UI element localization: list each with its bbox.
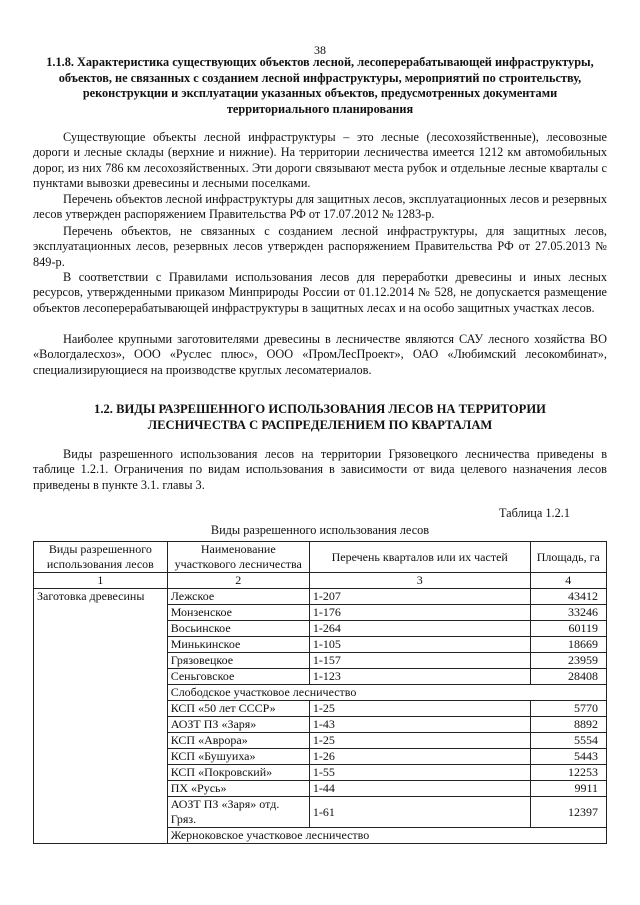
subheader-cell: Жерноковское участковое лесничество: [167, 828, 606, 844]
column-number: 2: [167, 573, 309, 589]
table-caption: Виды разрешенного использования лесов: [210, 523, 430, 537]
paragraph-text: Перечень объектов, не связанных с созданием лесной инфраструктуры, для защитных лесов, эксплуатационных лесов, резервных лесов утвержден распоряжением Правительства РФ от 27.05.2013 № 849-р.: [33, 224, 607, 269]
section-1-1-8-heading: 1.1.8. Характеристика существующих объектов лесной, лесоперерабатывающей инфраструктуры, объектов, не связанных с созданием лесной инфраструктуры, мероприятий по строительству, реконструкции и эксплуатации указанных объектов, предусмотренных документами территориального планирования: [46, 55, 594, 116]
forestry-name-cell: Лежское: [167, 589, 309, 605]
table-header-row: [34, 542, 607, 573]
quarters-cell: 1-25: [309, 733, 530, 749]
paragraph: [33, 270, 607, 316]
subheader-cell: Слободское участковое лесничество: [167, 685, 606, 701]
paragraph: [33, 332, 607, 378]
forestry-name-cell: Минькинское: [167, 637, 309, 653]
forestry-name-cell: Грязовецкое: [167, 653, 309, 669]
area-cell: 28408: [530, 669, 606, 685]
paragraph: [33, 130, 607, 192]
forestry-name-cell: АОЗТ ПЗ «Заря»: [167, 717, 309, 733]
paragraph-text: Виды разрешенного использования лесов на территории Грязовецкого лесничества приведены в таблице 1.2.1. Ограничения по видам использования в зависимости от вида целевого назначения лесов приведены в пункте 3.1. главы 3.: [33, 447, 607, 492]
quarters-cell: 1-61: [309, 797, 530, 828]
forestry-name-cell: КСП «Аврора»: [167, 733, 309, 749]
paragraph-text: Наиболее крупными заготовителями древесины в лесничестве являются САУ лесного хозяйства ВО «Вологдалесхоз», ООО «Руслес плюс», ООО «ПромЛесПроект», ОАО «Любимский лесокомбинат», специализирующиеся на производстве круглых лесоматериалов.: [33, 332, 607, 377]
quarters-cell: 1-43: [309, 717, 530, 733]
paragraph: [33, 447, 607, 493]
header-quarters: Перечень кварталов или их частей: [309, 542, 530, 573]
page-number: 38: [314, 43, 326, 57]
paragraph: [33, 192, 607, 223]
quarters-cell: 1-123: [309, 669, 530, 685]
column-number: 4: [530, 573, 606, 589]
section-1-2-heading: 1.2. ВИДЫ РАЗРЕШЕННОГО ИСПОЛЬЗОВАНИЯ ЛЕСОВ НА ТЕРРИТОРИИ ЛЕСНИЧЕСТВА С РАСПРЕДЕЛЕНИЕМ ПО КВАРТАЛАМ: [94, 402, 546, 432]
paragraph-text: В соответствии с Правилами использования лесов для переработки древесины и иных лесных ресурсов, утвержденными приказом Минприроды России от 01.12.2014 № 528, не допускается размещение объектов лесоперерабатывающей инфраструктуры в защитных лесах и на особо защитных участках лесов.: [33, 270, 607, 315]
paragraph-text: Перечень объектов лесной инфраструктуры для защитных лесов, эксплуатационных лесов и резервных лесов утвержден распоряжением Правительства РФ от 17.07.2012 № 1283-р.: [33, 192, 607, 222]
quarters-cell: 1-105: [309, 637, 530, 653]
area-cell: 60119: [530, 621, 606, 637]
paragraph: [33, 224, 607, 270]
forestry-name-cell: КСП «Покровский»: [167, 765, 309, 781]
quarters-cell: 1-207: [309, 589, 530, 605]
quarters-cell: 1-55: [309, 765, 530, 781]
forestry-name-cell: Сеньговское: [167, 669, 309, 685]
header-forestry-name: Наименование участкового лесничества: [167, 542, 309, 573]
allowed-use-table: [33, 541, 607, 844]
table-row: [34, 589, 607, 605]
quarters-cell: 1-25: [309, 701, 530, 717]
quarters-cell: 1-264: [309, 621, 530, 637]
column-number: 1: [34, 573, 168, 589]
area-cell: 33246: [530, 605, 606, 621]
forestry-name-cell: КСП «Бушуиха»: [167, 749, 309, 765]
forestry-name-cell: Монзенское: [167, 605, 309, 621]
forestry-name-cell: ПХ «Русь»: [167, 781, 309, 797]
area-cell: 5443: [530, 749, 606, 765]
area-cell: 5554: [530, 733, 606, 749]
table-label: Таблица 1.2.1: [498, 506, 570, 520]
area-cell: 12397: [530, 797, 606, 828]
area-cell: 5770: [530, 701, 606, 717]
quarters-cell: 1-176: [309, 605, 530, 621]
table-body: [34, 589, 607, 844]
paragraph-text: Существующие объекты лесной инфраструктуры – это лесные (лесохозяйственные), лесовозные дороги и лесные склады (верхние и нижние). На территории лесничества имеется 1212 км автомобильных дорог, из них 786 км лесохозяйственных. Эти дороги связывают места рубок и отдельные лесные кварталы с пунктами вывозки древесины и лесными поселками.: [33, 130, 607, 191]
quarters-cell: 1-157: [309, 653, 530, 669]
table-column-numbers-row: [34, 573, 607, 589]
header-area: Площадь, га: [530, 542, 606, 573]
area-cell: 9911: [530, 781, 606, 797]
quarters-cell: 1-26: [309, 749, 530, 765]
header-use-type: Виды разрешенного использования лесов: [34, 542, 168, 573]
area-cell: 43412: [530, 589, 606, 605]
quarters-cell: 1-44: [309, 781, 530, 797]
forestry-name-cell: АОЗТ ПЗ «Заря» отд. Гряз.: [167, 797, 309, 828]
area-cell: 12253: [530, 765, 606, 781]
area-cell: 23959: [530, 653, 606, 669]
area-cell: 8892: [530, 717, 606, 733]
column-number: 3: [309, 573, 530, 589]
area-cell: 18669: [530, 637, 606, 653]
forestry-name-cell: КСП «50 лет СССР»: [167, 701, 309, 717]
forestry-name-cell: Восьинское: [167, 621, 309, 637]
use-type-cell: Заготовка древесины: [34, 589, 168, 844]
